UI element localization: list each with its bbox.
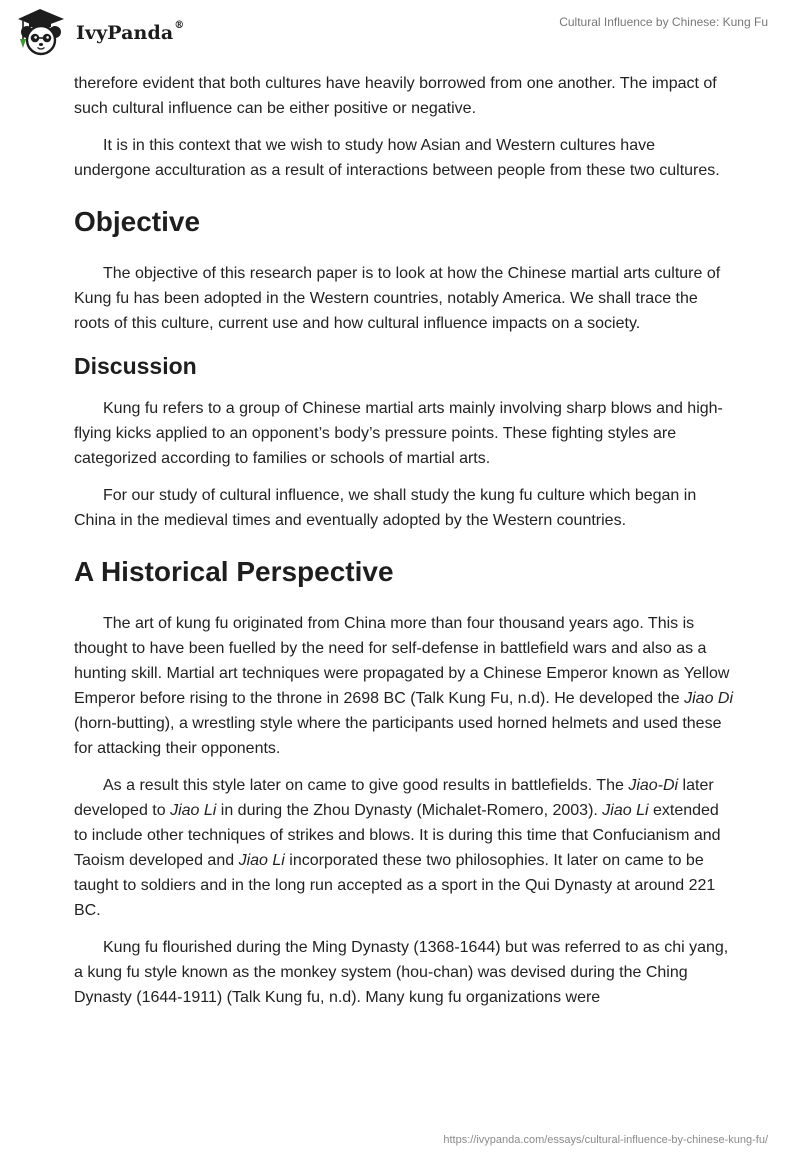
ivypanda-logo[interactable] <box>14 6 184 56</box>
essay-content <box>74 71 734 1022</box>
paragraph-objective: The objective of this research paper is to look at how the Chinese martial arts culture of Kung fu has been adopted in the Western countries, notably America. We shall trace the roots of this culture, current use and how cultural influence impacts on a society. <box>74 265 721 332</box>
heading-discussion: Discussion <box>74 353 197 379</box>
heading-objective: Objective <box>74 206 201 237</box>
paragraph-history-1: The art of kung fu originated from China more than four thousand years ago. This is thought to have been fuelled by the need for self-defense in battlefield wars and also as a hunting skill. Martial art techniques were propagated by a Chinese Emperor known as Yellow Emperor before rising to the throne in 2698 BC (Talk Kung Fu, n.d). He developed the Jiao Di (horn-butting), a wrestling style where the participants used horned helmets and used these for attacking their opponents. <box>74 615 734 757</box>
term-jiao-di: Jiao Di <box>684 690 734 707</box>
page-header <box>0 0 800 72</box>
term-jiao-di: Jiao-Di <box>628 777 679 794</box>
term-jiao-li: Jiao Li <box>238 852 285 869</box>
paragraph-intro: therefore evident that both cultures have heavily borrowed from one another. The impact of such cultural influence can be either positive or negative. <box>74 75 717 117</box>
paragraph-discussion-2: For our study of cultural influence, we shall study the kung fu culture which began in China in the medieval times and eventually adopted by the Western countries. <box>74 487 697 529</box>
term-jiao-li: Jiao Li <box>170 802 217 819</box>
paragraph-discussion-1: Kung fu refers to a group of Chinese martial arts mainly involving sharp blows and high-flying kicks applied to an opponent’s body’s pressure points. These fighting styles are categorized according to families or schools of martial arts. <box>74 400 723 467</box>
term-jiao-li: Jiao Li <box>602 802 649 819</box>
panda-graduation-cap-icon <box>14 6 70 56</box>
registered-mark: ® <box>174 20 185 31</box>
paragraph-history-3: Kung fu flourished during the Ming Dynasty (1368-1644) but was referred to as chi yang, a kung fu style known as the monkey system (hou-chan) was devised during the Ching Dynasty (1644-1911) (Talk Kung fu, n.d). Many kung fu organizations were <box>74 939 729 1006</box>
document-title: Cultural Influence by Chinese: Kung Fu <box>559 15 768 29</box>
heading-historical-perspective: A Historical Perspective <box>74 556 394 587</box>
brand-name: IvyPanda® <box>76 20 185 44</box>
paragraph-history-2: As a result this style later on came to give good results in battlefields. The Jiao-Di later developed to Jiao Li in during the Zhou Dynasty (Michalet-Romero, 2003). Jiao Li extended to include other techniques of strikes and blows. It is during this time that Confucianism and Taoism developed and Jiao Li incorporated these two philosophies. It later on came to be taught to soldiers and in the long run accepted as a sport in the Qui Dynasty at around 221 BC. <box>74 777 721 919</box>
paragraph-context: It is in this context that we wish to study how Asian and Western cultures have undergone acculturation as a result of interactions between people from these two cultures. <box>74 137 720 179</box>
source-url-link[interactable]: https://ivypanda.com/essays/cultural-influence-by-chinese-kung-fu/ <box>443 1134 768 1146</box>
